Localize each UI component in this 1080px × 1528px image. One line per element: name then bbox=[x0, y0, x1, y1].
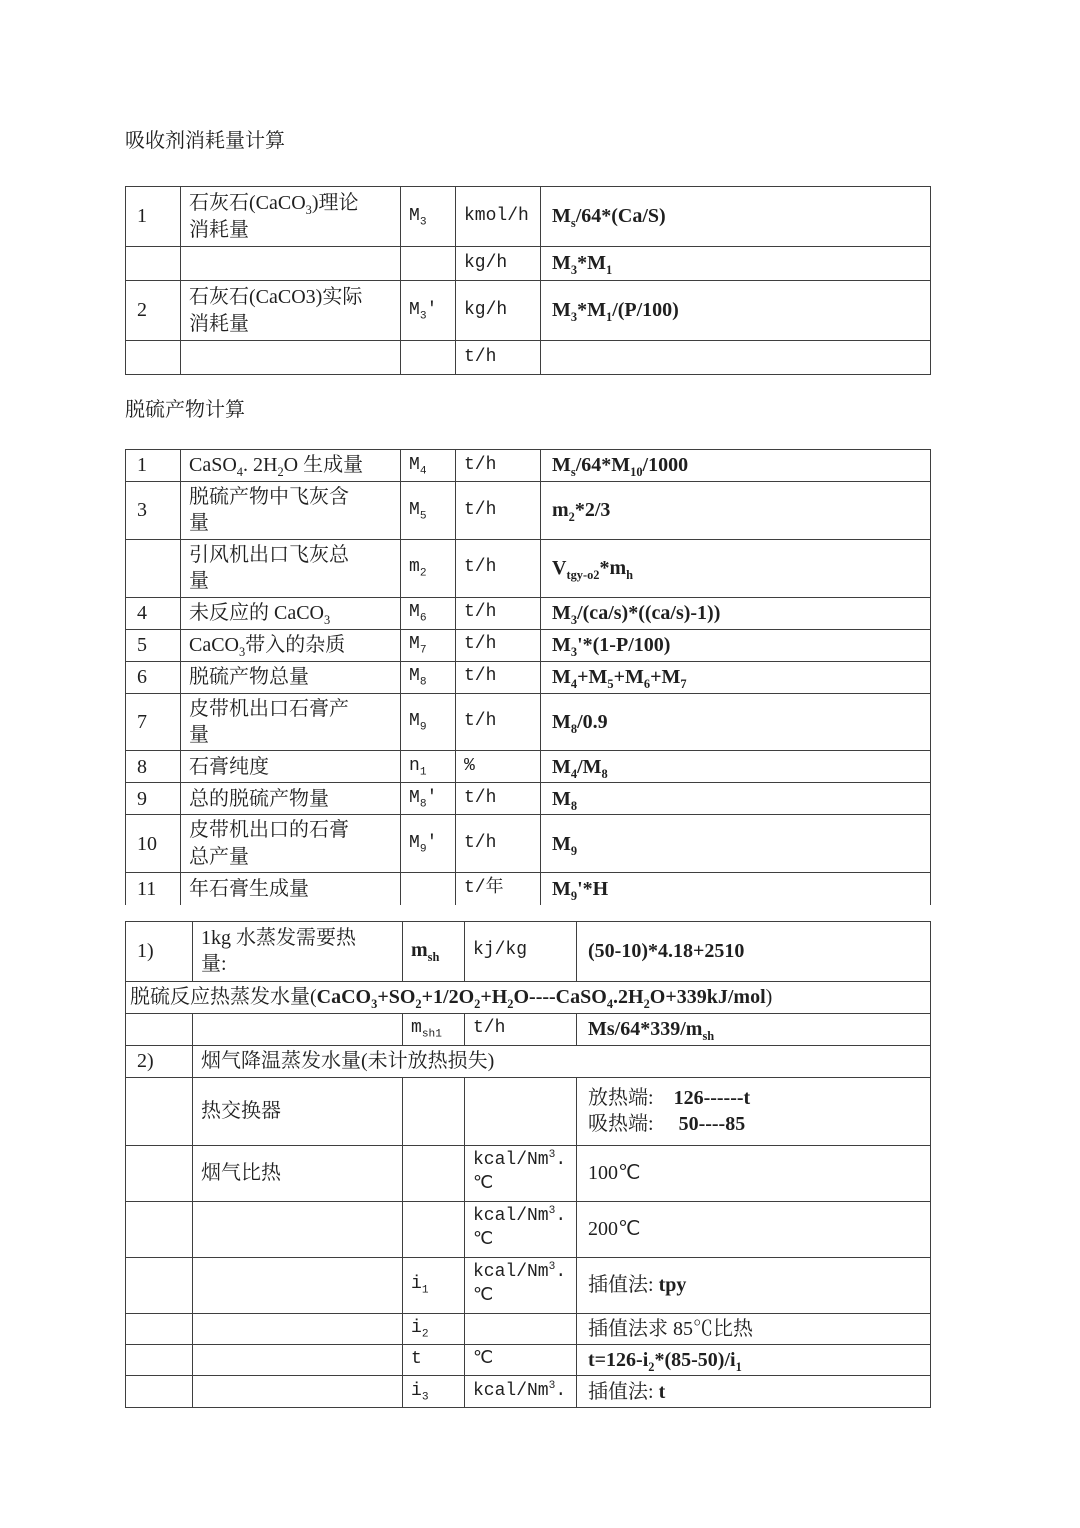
formula-cell: $t=126-i_2*(85-50)/i_1$ bbox=[577, 1345, 931, 1376]
subscript: 2 bbox=[568, 510, 575, 525]
subscript: sh bbox=[702, 1028, 715, 1043]
span-cell: 脱硫反应热蒸发水量$(CaCO_3+SO_2+1/2O_2+H_2O----CaSO_4.2H_2O+339kJ/mol)$ bbox=[126, 981, 931, 1013]
subscript: 8 bbox=[570, 721, 578, 736]
unit-cell: kmol/h bbox=[456, 187, 541, 247]
unit-cell bbox=[465, 1313, 577, 1344]
subscript: 3 bbox=[371, 996, 378, 1011]
subscript: 4 bbox=[570, 676, 578, 691]
description-cell: 年石膏生成量 bbox=[181, 873, 401, 905]
description-cell bbox=[193, 1345, 403, 1376]
unit-cell: kcal/Nm$^3$. ℃ bbox=[465, 1145, 577, 1201]
table-row bbox=[126, 597, 931, 629]
table-row bbox=[126, 247, 931, 281]
desulfurization-product-table bbox=[125, 449, 931, 905]
symbol-cell: $m_2$ bbox=[401, 539, 456, 597]
table-row bbox=[126, 1013, 931, 1045]
subscript: 7 bbox=[680, 676, 687, 691]
subscript: 9 bbox=[419, 843, 427, 856]
unit-cell: kg/h bbox=[456, 281, 541, 341]
symbol-cell: $i_2$ bbox=[403, 1313, 465, 1344]
row-number-cell: 5 bbox=[126, 629, 181, 661]
subscript: 1 bbox=[735, 1360, 742, 1375]
table-row bbox=[126, 1145, 931, 1201]
table-row bbox=[126, 921, 931, 981]
formula-cell: $M_8$ bbox=[541, 783, 931, 815]
subscript: 2 bbox=[643, 996, 650, 1011]
subscript: 2 bbox=[507, 996, 514, 1011]
description-cell bbox=[193, 1257, 403, 1313]
symbol-cell bbox=[403, 1145, 465, 1201]
subscript: 3 bbox=[570, 263, 578, 278]
table-row bbox=[126, 873, 931, 905]
description-cell: 总的脱硫产物量 bbox=[181, 783, 401, 815]
unit-cell: t/h bbox=[465, 1013, 577, 1045]
subscript: 3 bbox=[570, 644, 578, 659]
symbol-cell: $m_{sh}$ bbox=[403, 921, 465, 981]
row-number-cell bbox=[126, 1345, 193, 1376]
subscript: 9 bbox=[570, 888, 578, 903]
subscript: 3 bbox=[419, 216, 427, 229]
row-number-cell: 1 bbox=[126, 187, 181, 247]
symbol-cell: $M_4$ bbox=[401, 450, 456, 482]
symbol-cell: $M_9$ bbox=[401, 693, 456, 751]
table-row bbox=[126, 1077, 931, 1145]
subscript: 8 bbox=[570, 798, 578, 813]
unit-cell: kcal/Nm$^3$. ℃ bbox=[465, 1201, 577, 1257]
unit-cell: kj/kg bbox=[465, 921, 577, 981]
table-row bbox=[126, 450, 931, 482]
formula-cell: 插值法: tpy bbox=[577, 1257, 931, 1313]
row-number-cell bbox=[126, 1145, 193, 1201]
unit-cell: t/h bbox=[456, 629, 541, 661]
row-number-cell bbox=[126, 1376, 193, 1408]
unit-cell: t/年 bbox=[456, 873, 541, 905]
table-row bbox=[126, 539, 931, 597]
table-row bbox=[126, 1345, 931, 1376]
description-cell: 石膏纯度 bbox=[181, 751, 401, 783]
symbol-cell: $M_9'$ bbox=[401, 815, 456, 873]
absorbent-consumption-table bbox=[125, 186, 931, 375]
description-cell: 皮带机出口的石膏 总产量 bbox=[181, 815, 401, 873]
superscript: 3 bbox=[548, 1261, 556, 1274]
subscript: 3 bbox=[570, 612, 578, 627]
subscript: 8 bbox=[601, 766, 608, 781]
subscript: 2 bbox=[421, 1328, 429, 1341]
subscript: s bbox=[570, 216, 576, 231]
table-row bbox=[126, 482, 931, 540]
description-cell: 烟气比热 bbox=[193, 1145, 403, 1201]
row-number-cell: 4 bbox=[126, 597, 181, 629]
formula-cell: $M_8/0.9$ bbox=[541, 693, 931, 751]
symbol-cell bbox=[401, 341, 456, 375]
table-row bbox=[126, 693, 931, 751]
table-row bbox=[126, 981, 931, 1013]
subscript: h bbox=[626, 567, 634, 582]
subscript: 4 bbox=[419, 465, 427, 478]
symbol-cell: $M_8'$ bbox=[401, 783, 456, 815]
subscript: 2 bbox=[415, 996, 422, 1011]
subscript: 2 bbox=[419, 567, 427, 580]
description-cell bbox=[193, 1013, 403, 1045]
row-number-cell bbox=[126, 539, 181, 597]
row-number-cell: 7 bbox=[126, 693, 181, 751]
subscript: 2 bbox=[474, 996, 481, 1011]
subscript: 3 bbox=[570, 310, 578, 325]
subscript: 4 bbox=[236, 465, 243, 480]
span-cell: 烟气降温蒸发水量(未计放热损失) bbox=[193, 1045, 931, 1077]
description-cell bbox=[181, 247, 401, 281]
formula-cell: 100℃ bbox=[577, 1145, 931, 1201]
table-body bbox=[126, 450, 931, 905]
description-cell: 皮带机出口石膏产 量 bbox=[181, 693, 401, 751]
subscript: 2 bbox=[648, 1360, 655, 1375]
row-number-cell: 9 bbox=[126, 783, 181, 815]
formula-cell: 插值法: t bbox=[577, 1376, 931, 1408]
description-cell: 脱硫产物中飞灰含 量 bbox=[181, 482, 401, 540]
superscript: 3 bbox=[548, 1380, 556, 1393]
formula-cell: $M_4+M_5+M_6+M_7$ bbox=[541, 661, 931, 693]
subscript: 5 bbox=[419, 510, 427, 523]
row-number-cell: 11 bbox=[126, 873, 181, 905]
subscript: 8 bbox=[419, 676, 427, 689]
formula-cell: $M_4/M_8$ bbox=[541, 751, 931, 783]
subscript: 5 bbox=[607, 676, 614, 691]
symbol-cell: $m_{sh1}$ bbox=[403, 1013, 465, 1045]
subscript: 2 bbox=[277, 465, 284, 480]
formula-cell bbox=[541, 341, 931, 375]
unit-cell: t/h bbox=[456, 482, 541, 540]
subscript: s bbox=[570, 465, 576, 480]
subscript: 4 bbox=[606, 996, 614, 1011]
unit-cell: ℃ bbox=[465, 1345, 577, 1376]
unit-cell: t/h bbox=[456, 661, 541, 693]
symbol-cell: $M_7$ bbox=[401, 629, 456, 661]
unit-cell: % bbox=[456, 751, 541, 783]
formula-cell: $M_3*M_1$ bbox=[541, 247, 931, 281]
table-row bbox=[126, 1257, 931, 1313]
section-title-absorbent-consumption: 吸收剂消耗量计算 bbox=[125, 130, 285, 152]
row-number-cell: 2) bbox=[126, 1045, 193, 1077]
subscript: 6 bbox=[419, 612, 427, 625]
table-row bbox=[126, 341, 931, 375]
row-number-cell bbox=[126, 1201, 193, 1257]
formula-cell: $m_2*2/3$ bbox=[541, 482, 931, 540]
description-cell: CaSO$_4$. $2H_2O$ 生成量 bbox=[181, 450, 401, 482]
row-number-cell bbox=[126, 1077, 193, 1145]
symbol-cell bbox=[401, 247, 456, 281]
subscript: 6 bbox=[643, 676, 651, 691]
subscript: 3 bbox=[305, 203, 312, 218]
unit-cell: t/h bbox=[456, 597, 541, 629]
symbol-cell: $n_1$ bbox=[401, 751, 456, 783]
symbol-cell: $M_6$ bbox=[401, 597, 456, 629]
subscript: 7 bbox=[419, 644, 427, 657]
symbol-cell bbox=[403, 1201, 465, 1257]
document-content bbox=[125, 130, 931, 1408]
formula-cell: (50-10)*4.18+2510 bbox=[577, 921, 931, 981]
description-cell: 石灰石(CaCO3)实际 消耗量 bbox=[181, 281, 401, 341]
row-number-cell bbox=[126, 1257, 193, 1313]
description-cell: 石灰石(CaCO$_3$)理论 消耗量 bbox=[181, 187, 401, 247]
formula-cell: $Ms/64*339/m_{sh}$ bbox=[577, 1013, 931, 1045]
description-cell: 1kg 水蒸发需要热 量: bbox=[193, 921, 403, 981]
formula-cell: $M_s/64*M_{10}/1000$ bbox=[541, 450, 931, 482]
table-body bbox=[126, 921, 931, 1408]
formula-cell: $M_3'*(1-P/100)$ bbox=[541, 629, 931, 661]
superscript: 3 bbox=[548, 1205, 556, 1218]
subscript: sh1 bbox=[421, 1028, 442, 1041]
subscript: tgy-o2 bbox=[566, 567, 600, 582]
description-cell bbox=[193, 1376, 403, 1408]
row-number-cell bbox=[126, 1013, 193, 1045]
evaporation-heat-table bbox=[125, 921, 931, 1409]
table-row bbox=[126, 783, 931, 815]
unit-cell: t/h bbox=[456, 815, 541, 873]
subscript: 9 bbox=[419, 721, 427, 734]
symbol-cell: t bbox=[403, 1345, 465, 1376]
description-cell: 引风机出口飞灰总 量 bbox=[181, 539, 401, 597]
unit-cell: t/h bbox=[456, 539, 541, 597]
formula-cell: $M_3*M_1/(P/100)$ bbox=[541, 281, 931, 341]
unit-cell: kg/h bbox=[456, 247, 541, 281]
subscript: 1 bbox=[421, 1284, 429, 1297]
formula-cell: 插值法求 85℃比热 bbox=[577, 1313, 931, 1344]
subscript: 3 bbox=[239, 644, 246, 659]
table-row bbox=[126, 1201, 931, 1257]
symbol-cell: $M_3'$ bbox=[401, 281, 456, 341]
unit-cell: t/h bbox=[456, 693, 541, 751]
table-row bbox=[126, 629, 931, 661]
table-row bbox=[126, 751, 931, 783]
symbol-cell bbox=[403, 1077, 465, 1145]
unit-cell: t/h bbox=[456, 783, 541, 815]
formula-cell: $M_s/64*(Ca/S)$ bbox=[541, 187, 931, 247]
row-number-cell bbox=[126, 1313, 193, 1344]
table-row bbox=[126, 661, 931, 693]
description-cell: 脱硫产物总量 bbox=[181, 661, 401, 693]
formula-cell: 放热端: 126------t 吸热端: 50----85 bbox=[577, 1077, 931, 1145]
description-cell: 未反应的 CaCO$_3$ bbox=[181, 597, 401, 629]
table-row bbox=[126, 187, 931, 247]
subscript: 1 bbox=[605, 263, 613, 278]
subscript: 3 bbox=[419, 310, 427, 323]
row-number-cell: 8 bbox=[126, 751, 181, 783]
subscript: 1 bbox=[605, 310, 613, 325]
table-body bbox=[126, 187, 931, 375]
table-row bbox=[126, 815, 931, 873]
symbol-cell: $i_1$ bbox=[403, 1257, 465, 1313]
description-cell: CaCO$_3$带入的杂质 bbox=[181, 629, 401, 661]
symbol-cell: $i_3$ bbox=[403, 1376, 465, 1408]
subscript: 8 bbox=[419, 798, 427, 811]
symbol-cell bbox=[401, 873, 456, 905]
unit-cell: t/h bbox=[456, 450, 541, 482]
formula-cell: 200℃ bbox=[577, 1201, 931, 1257]
unit-cell: t/h bbox=[456, 341, 541, 375]
description-cell: 热交换器 bbox=[193, 1077, 403, 1145]
row-number-cell: 3 bbox=[126, 482, 181, 540]
unit-cell bbox=[465, 1077, 577, 1145]
subscript: sh bbox=[427, 950, 440, 965]
subscript: 1 bbox=[419, 766, 427, 779]
subscript: 3 bbox=[421, 1391, 429, 1404]
formula-cell: $M_3/(ca/s)*((ca/s)-1)$) bbox=[541, 597, 931, 629]
subscript: 9 bbox=[570, 843, 578, 858]
formula-cell: $V_{tgy-o2}*m_h$ bbox=[541, 539, 931, 597]
subscript: 4 bbox=[570, 766, 578, 781]
section-title-desulfurization-product: 脱硫产物计算 bbox=[125, 399, 245, 421]
row-number-cell bbox=[126, 247, 181, 281]
table-row bbox=[126, 1045, 931, 1077]
table-row bbox=[126, 281, 931, 341]
subscript: 3 bbox=[324, 612, 331, 627]
row-number-cell: 1 bbox=[126, 450, 181, 482]
formula-cell: $M_9'*H$ bbox=[541, 873, 931, 905]
symbol-cell: $M_3$ bbox=[401, 187, 456, 247]
description-cell bbox=[193, 1313, 403, 1344]
row-number-cell: 6 bbox=[126, 661, 181, 693]
row-number-cell: 1) bbox=[126, 921, 193, 981]
subscript: 10 bbox=[630, 465, 643, 480]
description-cell bbox=[193, 1201, 403, 1257]
table-row bbox=[126, 1313, 931, 1344]
table-row bbox=[126, 1376, 931, 1408]
symbol-cell: $M_5$ bbox=[401, 482, 456, 540]
row-number-cell: 2 bbox=[126, 281, 181, 341]
row-number-cell bbox=[126, 341, 181, 375]
description-cell bbox=[181, 341, 401, 375]
unit-cell: kcal/Nm$^3$. bbox=[465, 1376, 577, 1408]
superscript: 3 bbox=[548, 1149, 556, 1162]
unit-cell: kcal/Nm$^3$. ℃ bbox=[465, 1257, 577, 1313]
symbol-cell: $M_8$ bbox=[401, 661, 456, 693]
formula-cell: $M_9$ bbox=[541, 815, 931, 873]
row-number-cell: 10 bbox=[126, 815, 181, 873]
